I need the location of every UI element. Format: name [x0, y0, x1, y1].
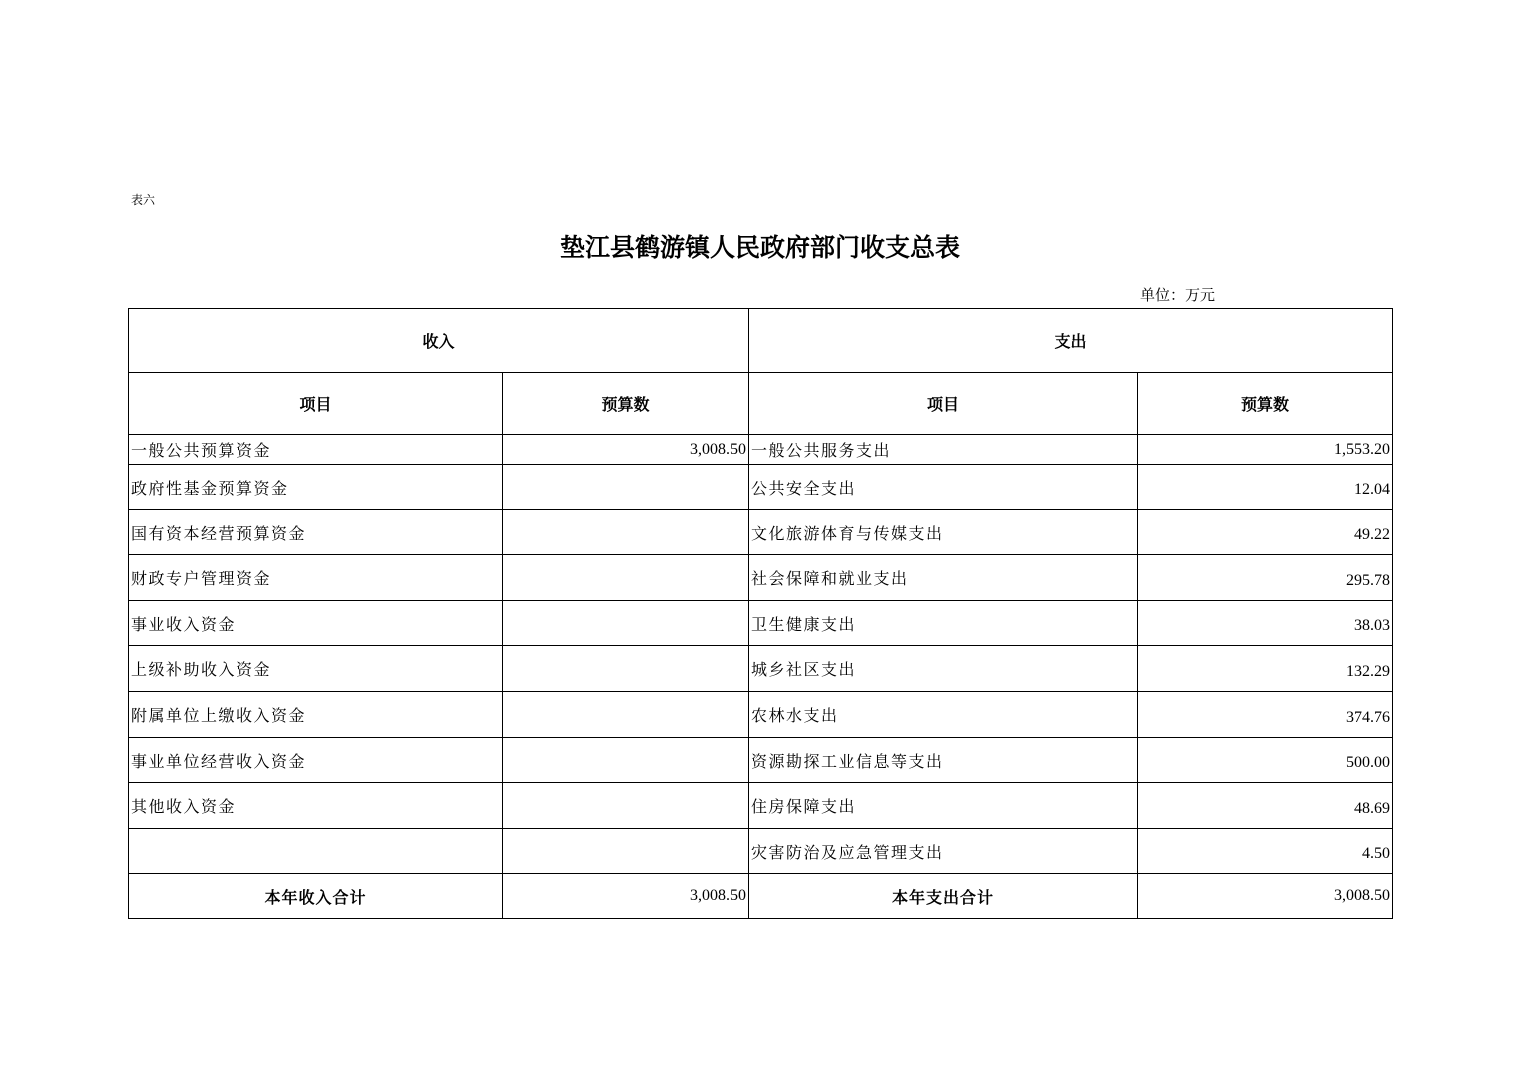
- unit-label: 单位：万元: [1140, 286, 1216, 304]
- table-row: [129, 646, 1393, 692]
- table-row: [129, 738, 1393, 783]
- income-value-cell: [503, 465, 749, 510]
- expense-value-cell: 49.22: [1138, 510, 1393, 555]
- income-item-cell: 上级补助收入资金: [129, 646, 503, 692]
- table-row: [129, 601, 1393, 646]
- income-value-cell: [503, 601, 749, 646]
- expense-item-cell: 文化旅游体育与传媒支出: [749, 510, 1138, 555]
- table-row: [129, 692, 1393, 738]
- table-row: [129, 783, 1393, 829]
- expense-value-cell: 132.29: [1138, 646, 1393, 692]
- income-item-cell: 一般公共预算资金: [129, 435, 503, 465]
- table-row: [129, 465, 1393, 510]
- column-header-row: [129, 373, 1393, 435]
- income-item-cell: [129, 829, 503, 874]
- income-total-label: 本年收入合计: [129, 874, 503, 919]
- budget-table-body: [129, 309, 1393, 919]
- table-number: 表六: [131, 193, 156, 207]
- page-title: 垫江县鹤游镇人民政府部门收支总表: [559, 233, 960, 262]
- income-value-cell: [503, 555, 749, 601]
- table-row: [129, 510, 1393, 555]
- expense-total-label: 本年支出合计: [749, 874, 1138, 919]
- expense-value-cell: 295.78: [1138, 555, 1393, 601]
- expense-item-cell: 城乡社区支出: [749, 646, 1138, 692]
- income-section-header: 收入: [129, 309, 749, 373]
- expense-item-cell: 社会保障和就业支出: [749, 555, 1138, 601]
- table-row: [129, 435, 1393, 465]
- expense-total-value: 3,008.50: [1138, 874, 1393, 919]
- expense-value-cell: 4.50: [1138, 829, 1393, 874]
- budget-table: [128, 308, 1393, 919]
- income-item-cell: 附属单位上缴收入资金: [129, 692, 503, 738]
- income-item-cell: 国有资本经营预算资金: [129, 510, 503, 555]
- expense-item-cell: 资源勘探工业信息等支出: [749, 738, 1138, 783]
- expense-value-cell: 12.04: [1138, 465, 1393, 510]
- income-item-cell: 事业收入资金: [129, 601, 503, 646]
- income-value-cell: [503, 783, 749, 829]
- expense-item-cell: 公共安全支出: [749, 465, 1138, 510]
- expense-item-header: 项目: [749, 373, 1138, 435]
- income-item-cell: 其他收入资金: [129, 783, 503, 829]
- income-item-cell: 财政专户管理资金: [129, 555, 503, 601]
- expense-item-cell: 农林水支出: [749, 692, 1138, 738]
- section-header-row: [129, 309, 1393, 373]
- income-value-cell: 3,008.50: [503, 435, 749, 465]
- table-row: [129, 555, 1393, 601]
- expense-section-header: 支出: [749, 309, 1393, 373]
- expense-item-cell: 住房保障支出: [749, 783, 1138, 829]
- expense-item-cell: 卫生健康支出: [749, 601, 1138, 646]
- income-value-cell: [503, 738, 749, 783]
- expense-value-cell: 500.00: [1138, 738, 1393, 783]
- totals-row: [129, 874, 1393, 919]
- income-value-cell: [503, 646, 749, 692]
- income-value-cell: [503, 829, 749, 874]
- table-row: [129, 829, 1393, 874]
- expense-item-cell: 一般公共服务支出: [749, 435, 1138, 465]
- income-item-cell: 政府性基金预算资金: [129, 465, 503, 510]
- expense-budget-header: 预算数: [1138, 373, 1393, 435]
- expense-value-cell: 38.03: [1138, 601, 1393, 646]
- expense-value-cell: 48.69: [1138, 783, 1393, 829]
- income-value-cell: [503, 510, 749, 555]
- expense-value-cell: 1,553.20: [1138, 435, 1393, 465]
- income-value-cell: [503, 692, 749, 738]
- income-total-value: 3,008.50: [503, 874, 749, 919]
- income-budget-header: 预算数: [503, 373, 749, 435]
- income-item-cell: 事业单位经营收入资金: [129, 738, 503, 783]
- expense-value-cell: 374.76: [1138, 692, 1393, 738]
- expense-item-cell: 灾害防治及应急管理支出: [749, 829, 1138, 874]
- income-item-header: 项目: [129, 373, 503, 435]
